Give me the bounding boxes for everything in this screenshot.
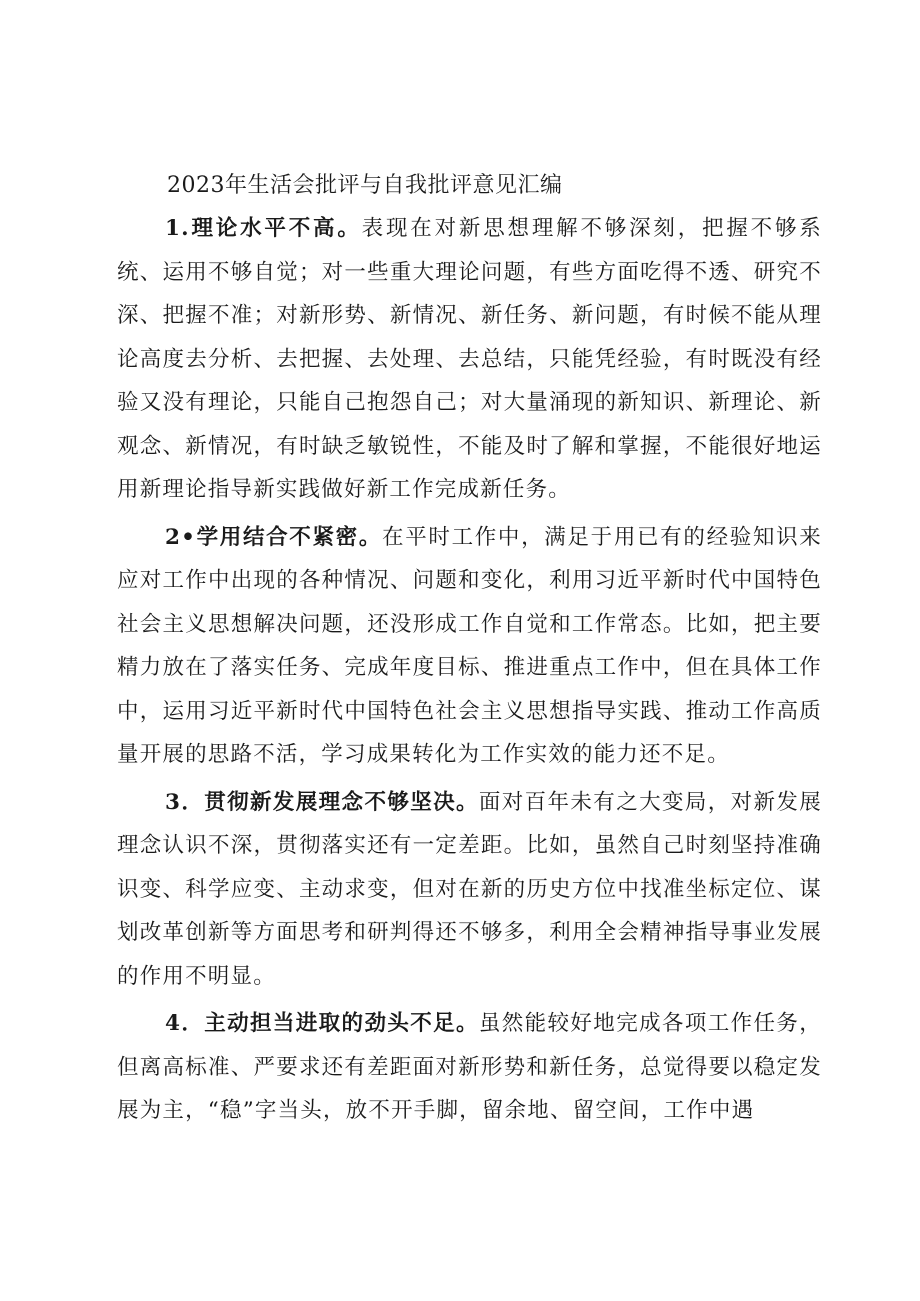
- paragraph-1-body: 表现在对新思想理解不够深刻，把握不够系统、运用不够自觉；对一些重大理论问题，有些方面吃得不透、研究不深、把握不准；对新形势、新情况、新任务、新问题，有时候不能从理论高度去分析、去把握、去处理、去总结，只能凭经验，有时既没有经验又没有理论，只能自己抱怨自己；对大量涌现的新知识、新理论、新观念、新情况，有时缺乏敏锐性，不能及时了解和掌握，不能很好地运用新理论指导新实践做好新工作完成新任务。: [117, 216, 822, 502]
- document-title: 2023年生活会批评与自我批评意见汇编: [167, 173, 563, 198]
- paragraph-4-body: 虽然能较好地完成各项工作任务，但离高标准、严要求还有差距面对新形势和新任务，总觉得要以稳定发展为主，“稳”字当头，放不开手脚，留余地、留空间，工作中遇: [117, 1011, 822, 1123]
- paragraph-3: [117, 781, 822, 999]
- paragraph-2: [117, 516, 822, 777]
- paragraph-3-heading: 3．贯彻新发展理念不够坚决。: [165, 789, 479, 815]
- paragraph-4: [117, 1002, 822, 1133]
- paragraph-2-body: 在平时工作中，满足于用已有的经验知识来应对工作中出现的各种情况、问题和变化，利用习近平新时代中国特色社会主义思想解决问题，还没形成工作自觉和工作常态。比如，把主要精力放在了落实任务、完成年度目标、推进重点工作中，但在具体工作中，运用习近平新时代中国特色社会主义思想指导实践、推动工作高质量开展的思路不活，学习成果转化为工作实效的能力还不足。: [117, 524, 822, 767]
- paragraph-1: [117, 207, 822, 512]
- paragraph-4-heading: 4．主动担当进取的劲头不足。: [165, 1011, 479, 1036]
- paragraph-3-body: 面对百年未有之大变局，对新发展理念认识不深，贯彻落实还有一定差距。比如，虽然自己时刻坚持准确识变、科学应变、主动求变，但对在新的历史方位中找准坐标定位、谋划改革创新等方面思考和研判得还不够多，利用全会精神指导事业发展的作用不明显。: [117, 789, 822, 989]
- document-page: [117, 165, 822, 1137]
- paragraph-1-heading: 1.理论水平不高。: [165, 216, 362, 241]
- paragraph-2-heading: 2•学用结合不紧密。: [165, 524, 383, 550]
